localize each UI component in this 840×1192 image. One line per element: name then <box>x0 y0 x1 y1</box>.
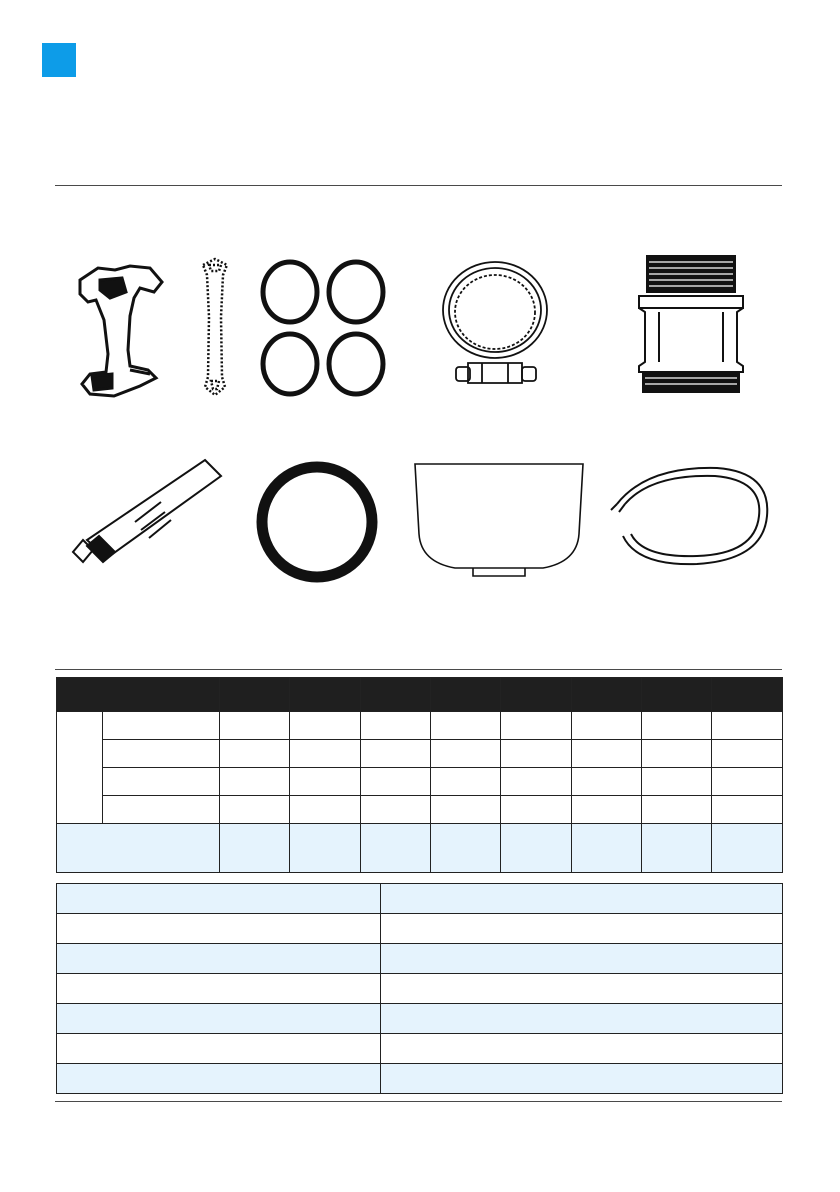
spec-row-label <box>103 740 220 768</box>
info-row <box>57 914 783 944</box>
spec-col-header <box>642 678 712 712</box>
info-label <box>57 1034 381 1064</box>
threaded-adapter-icon <box>631 252 751 397</box>
spec-col-header <box>501 678 572 712</box>
spec-cell <box>642 824 712 873</box>
spec-cell <box>361 740 431 768</box>
spec-header-label <box>57 678 220 712</box>
spec-cell <box>712 712 783 740</box>
spec-row <box>57 768 783 796</box>
info-label <box>57 1004 381 1034</box>
spec-col-header <box>572 678 642 712</box>
info-table <box>56 883 783 1094</box>
spec-col-header <box>361 678 431 712</box>
info-label <box>57 974 381 1004</box>
bottom-divider <box>55 1101 782 1102</box>
spec-cell <box>642 768 712 796</box>
info-value <box>381 944 783 974</box>
hose-clamp-icon <box>438 255 553 395</box>
spec-cell <box>220 740 290 768</box>
spec-cell <box>220 796 290 824</box>
spec-group-label <box>57 712 103 824</box>
spec-cell <box>220 768 290 796</box>
spec-cell <box>431 796 501 824</box>
spec-row <box>57 796 783 824</box>
info-row <box>57 1004 783 1034</box>
spec-cell <box>290 712 361 740</box>
spec-cell <box>220 824 290 873</box>
info-row <box>57 1034 783 1064</box>
spec-cell <box>501 824 572 873</box>
spec-cell <box>361 768 431 796</box>
middle-divider <box>55 669 782 670</box>
spec-cell <box>431 712 501 740</box>
spec-cell <box>712 796 783 824</box>
info-row <box>57 884 783 914</box>
spec-cell <box>712 768 783 796</box>
spec-cell <box>220 712 290 740</box>
filter-bowl-icon <box>413 462 585 580</box>
lubricant-tube-icon <box>65 458 225 570</box>
spec-row-label <box>103 768 220 796</box>
spec-row-label <box>103 796 220 824</box>
spec-cell <box>572 740 642 768</box>
spec-col-header <box>712 678 783 712</box>
info-row <box>57 1064 783 1094</box>
info-label <box>57 944 381 974</box>
spec-table <box>56 677 783 873</box>
spec-cell <box>431 824 501 873</box>
spec-cell <box>642 712 712 740</box>
info-value <box>381 914 783 944</box>
large-o-ring-icon <box>255 460 379 584</box>
spec-cell <box>712 824 783 873</box>
spec-footer-label <box>57 824 220 873</box>
spec-cell <box>501 768 572 796</box>
wrench-icon <box>195 257 235 399</box>
info-label <box>57 884 381 914</box>
spec-cell <box>431 768 501 796</box>
spec-header-row <box>57 678 783 712</box>
mounting-bracket-icon <box>70 258 170 403</box>
spec-col-header <box>431 678 501 712</box>
info-row <box>57 944 783 974</box>
drain-tube-icon <box>607 464 777 574</box>
spec-cell <box>361 712 431 740</box>
info-label <box>57 914 381 944</box>
top-divider <box>55 185 782 186</box>
spec-row <box>57 712 783 740</box>
info-label <box>57 1064 381 1094</box>
spec-cell <box>290 768 361 796</box>
small-o-rings-icon <box>258 258 388 398</box>
spec-row <box>57 740 783 768</box>
info-row <box>57 974 783 1004</box>
spec-col-header <box>290 678 361 712</box>
spec-cell <box>361 796 431 824</box>
spec-row-label <box>103 712 220 740</box>
spec-cell <box>501 796 572 824</box>
info-value <box>381 974 783 1004</box>
info-value <box>381 1034 783 1064</box>
parts-illustrations <box>55 240 782 590</box>
spec-cell <box>572 824 642 873</box>
spec-cell <box>572 712 642 740</box>
spec-cell <box>501 712 572 740</box>
spec-cell <box>501 740 572 768</box>
spec-cell <box>290 740 361 768</box>
spec-cell <box>642 740 712 768</box>
spec-cell <box>572 796 642 824</box>
spec-cell <box>431 740 501 768</box>
spec-col-header <box>220 678 290 712</box>
spec-footer-row <box>57 824 783 873</box>
info-value <box>381 884 783 914</box>
spec-cell <box>290 824 361 873</box>
info-value <box>381 1064 783 1094</box>
spec-cell <box>572 768 642 796</box>
section-marker <box>42 43 76 77</box>
spec-cell <box>290 796 361 824</box>
spec-cell <box>361 824 431 873</box>
spec-cell <box>642 796 712 824</box>
spec-cell <box>712 740 783 768</box>
info-value <box>381 1004 783 1034</box>
